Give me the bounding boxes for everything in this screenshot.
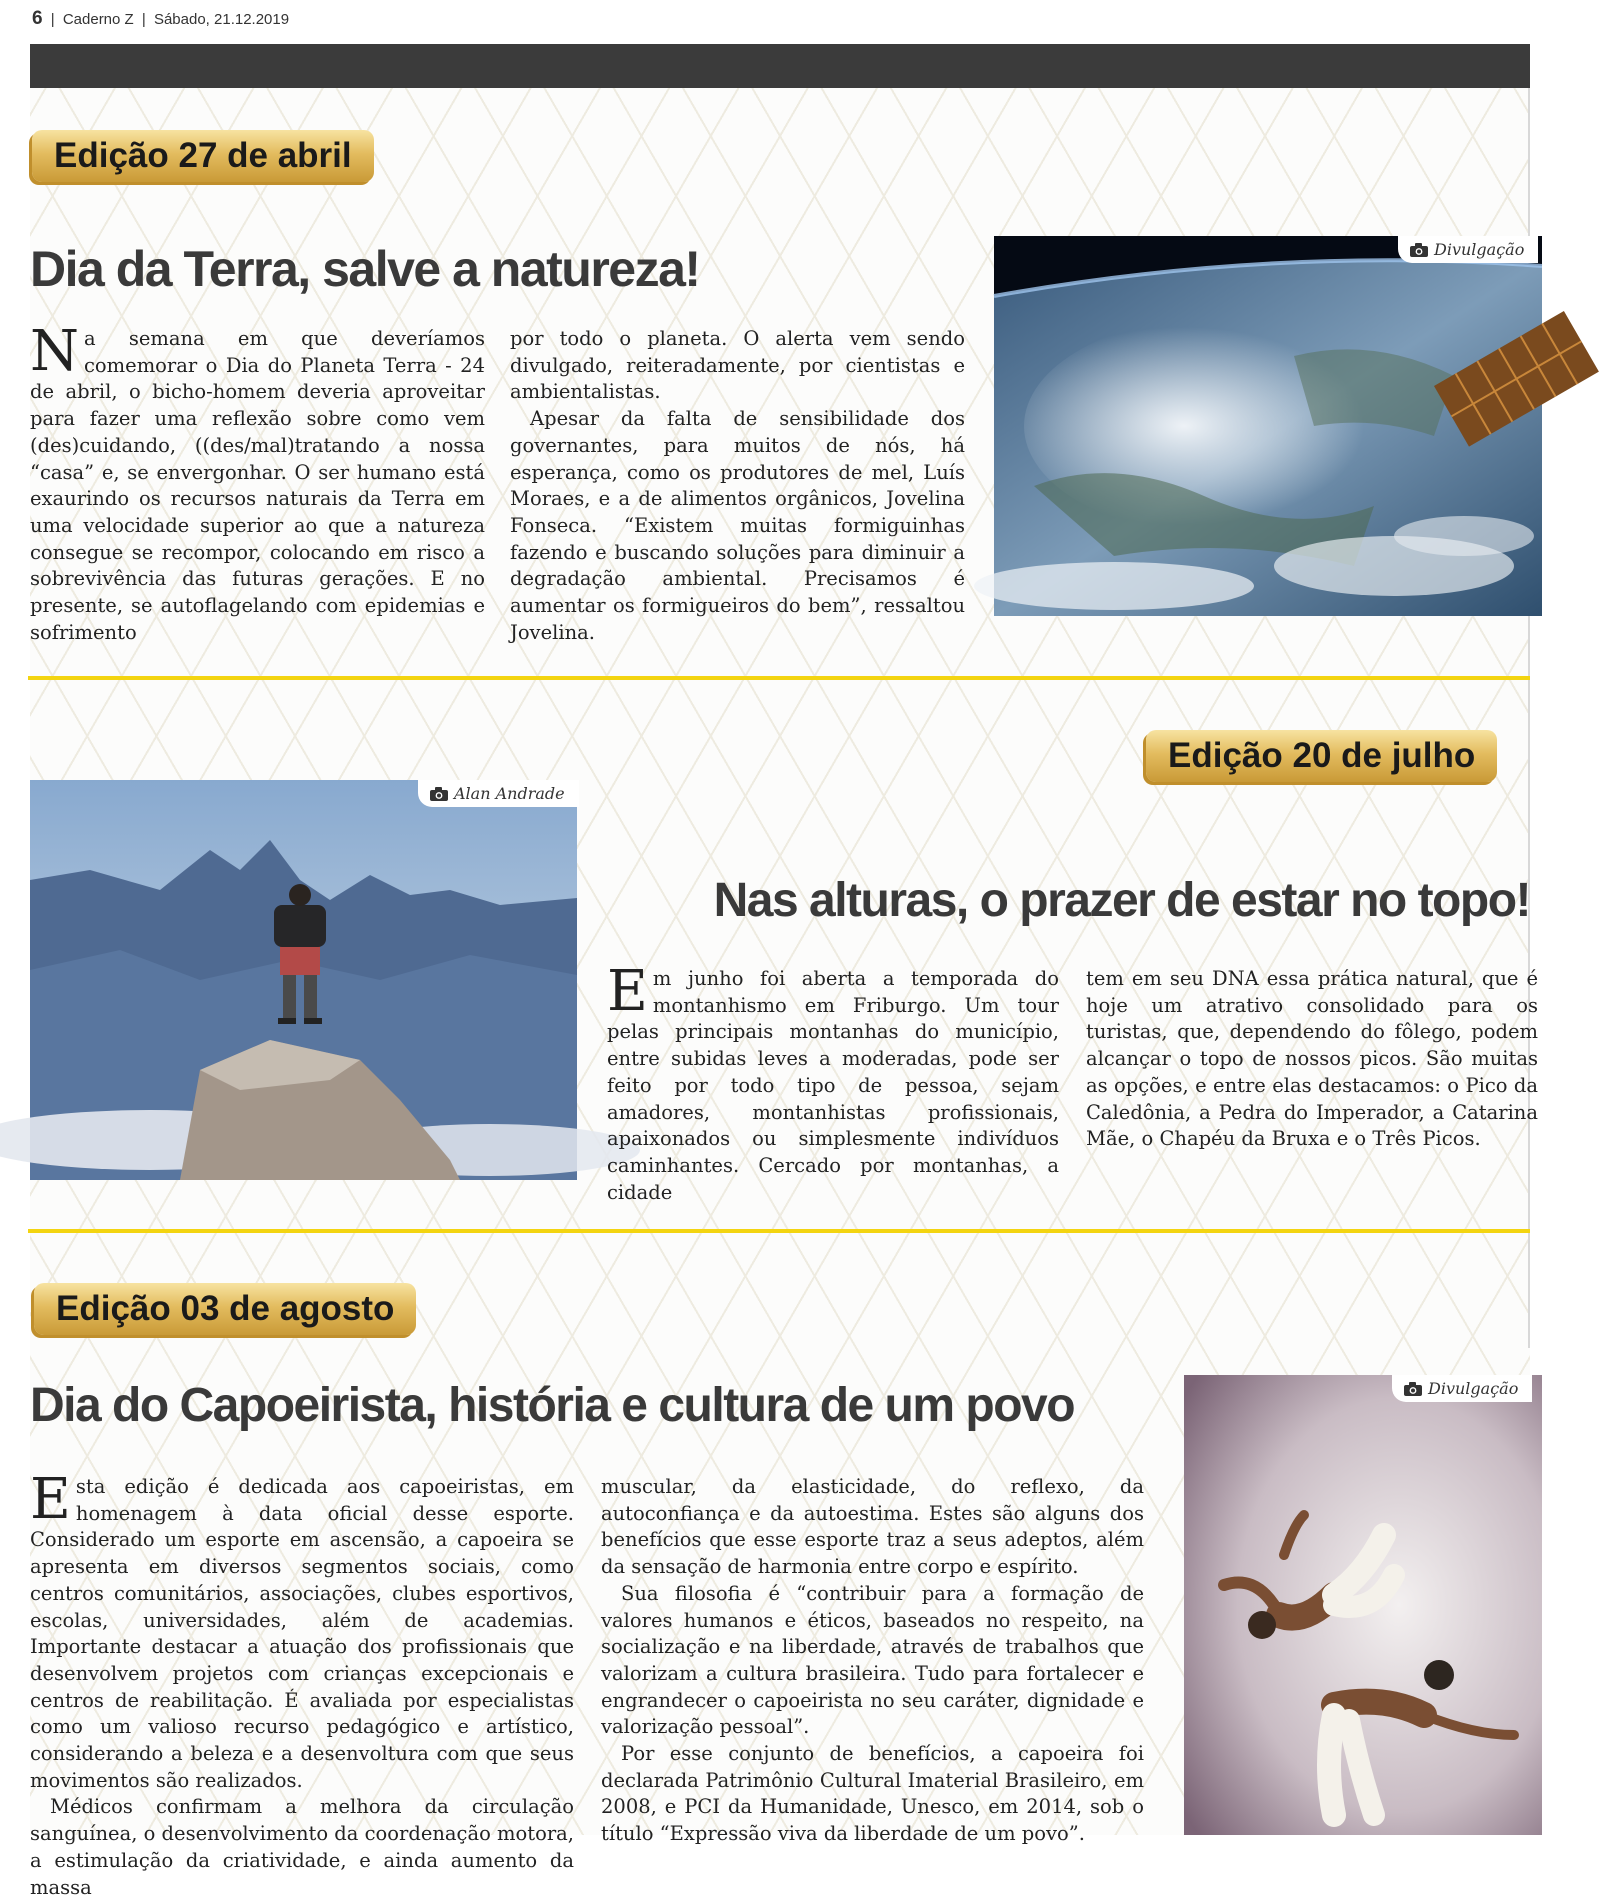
separator: |	[50, 11, 55, 28]
camera-icon	[1410, 243, 1428, 257]
credit-text: Divulgação	[1428, 1379, 1519, 1398]
camera-icon	[430, 787, 448, 801]
section-name: Caderno Z	[62, 11, 134, 28]
edition-badge: Edição 20 de julho	[1146, 730, 1497, 782]
dropcap: E	[30, 1467, 71, 1532]
article-column	[30, 319, 485, 646]
paragraph: Por esse conjunto de benefícios, a capoeira foi declarada Patrimônio Cultural Imaterial Brasileiro, em 2008, e PCI da Humanidade, Unesco, em 2014, sob o título “Expressão viva da liberdade de um povo”.	[601, 1742, 1144, 1846]
photo-credit	[418, 780, 579, 807]
photo-credit	[1392, 1375, 1532, 1402]
page-date: Sábado, 21.12.2019	[153, 11, 290, 28]
dropcap: E	[607, 959, 648, 1024]
paragraph: muscular, da elasticidade, do reflexo, da autoconfiança e da autoestima. Estes são alguns dos benefícios que esse esporte traz a seus adeptos, além da sensação de harmonia entre corpo e espírito.	[601, 1475, 1144, 1579]
hiker-photo	[30, 780, 577, 1180]
paragraph: Apesar da falta de sensibilidade dos governantes, para muitos de nós, há esperança, como os produtores de mel, Luís Moraes, e a de alimentos orgânicos, Jovelina Fonseca. “Existem muitas formiguinhas fazendo e buscando soluções para diminuir a degradação ambiental. Precisamos é aumentar os formigueiros do bem”, ressaltou Jovelina.	[510, 407, 965, 644]
page-number: 6	[32, 8, 43, 29]
article-headline: Dia da Terra, salve a natureza!	[30, 241, 700, 297]
top-bar	[30, 44, 1530, 88]
paragraph: sta edição é dedicada aos capoeiristas, em homenagem à data oficial desse esporte. Considerado um esporte em ascensão, a capoeira se apresenta em diversos segmentos sociais, como centros comunitários, associações, clubes esportivos, escolas, universidades, além de academias. Importante destacar a atuação dos profissionais que desenvolvem projetos com crianças excepcionais e centros de reabilitação. É avaliada por especialistas como um valioso recurso pedagógico e artístico, considerando a beleza e a desenvoltura com que seus movimentos são realizados.	[30, 1475, 574, 1792]
capoeira-photo	[1184, 1375, 1542, 1835]
dropcap: N	[30, 319, 79, 384]
earth-photo	[994, 236, 1542, 616]
section-divider	[28, 676, 1530, 680]
mountain-illustration	[30, 780, 577, 1180]
camera-icon	[1404, 1382, 1422, 1396]
paragraph: Sua filosofia é “contribuir para a formação de valores humanos e éticos, baseados no respeito, na socialização e na liberdade, através de trabalhos que valorizam a cultura brasileira. Tudo para fortalecer e engrandecer o capoeirista no seu caráter, dignidade e valorização pessoal”.	[601, 1581, 1144, 1739]
credit-text: Alan Andrade	[454, 784, 565, 803]
capoeira-illustration	[1184, 1375, 1542, 1835]
article-column	[1086, 966, 1538, 1153]
credit-text: Divulgação	[1434, 240, 1525, 259]
paragraph: m junho foi aberta a temporada do montanhismo em Friburgo. Um tour pelas principais montanhas do município, entre subidas leves a moderadas, pode ser feito por todo tipo de pessoa, sejam amadores, montanhistas profissionais, apaixonados ou simplesmente indivíduos caminhantes. Cercado por montanhas, a cidade	[607, 967, 1059, 1204]
article-headline: Nas alturas, o prazer de estar no topo!	[713, 874, 1530, 927]
edition-badge: Edição 03 de agosto	[34, 1283, 416, 1335]
article-column	[30, 1467, 574, 1901]
edition-badge: Edição 27 de abril	[32, 130, 374, 182]
paragraph: a semana em que deveríamos comemorar o Dia do Planeta Terra - 24 de abril, o bicho-homem deveria aproveitar para fazer uma reflexão sobre como vem (des)cuidando, ((des/mal)tratando a nossa “casa” e, se envergonhar. O ser humano está exaurindo os recursos naturais da Terra em uma velocidade superior ao que a natureza consegue se recompor, colocando em risco a sobrevivência das futuras gerações. E no presente, se autoflagelando com epidemias e sofrimento	[30, 327, 485, 644]
paragraph: tem em seu DNA essa prática natural, que é hoje um atrativo consolidado para os turistas, que, dependendo do fôlego, podem alcançar o topo de nossos picos. São muitas as opções, e entre elas destacamos: o Pico da Caledônia, a Pedra do Imperador, a Catarina Mãe, o Chapéu da Bruxa e o Três Picos.	[1086, 967, 1538, 1151]
article-column	[510, 326, 965, 646]
article-headline: Dia do Capoeirista, história e cultura de um povo	[30, 1379, 1075, 1432]
page-header	[32, 8, 289, 30]
article-column	[607, 959, 1059, 1206]
article-column	[601, 1474, 1144, 1848]
section-divider	[28, 1229, 1530, 1233]
paragraph: Médicos confirmam a melhora da circulação sanguínea, o desenvolvimento da coordenação motora, a estimulação da criatividade, e ainda aumento da massa	[30, 1795, 574, 1899]
paragraph: por todo o planeta. O alerta vem sendo divulgado, reiteradamente, por cientistas e ambientalistas.	[510, 327, 965, 404]
separator: |	[141, 11, 146, 28]
photo-credit	[1398, 236, 1538, 263]
earth-illustration	[994, 236, 1542, 616]
